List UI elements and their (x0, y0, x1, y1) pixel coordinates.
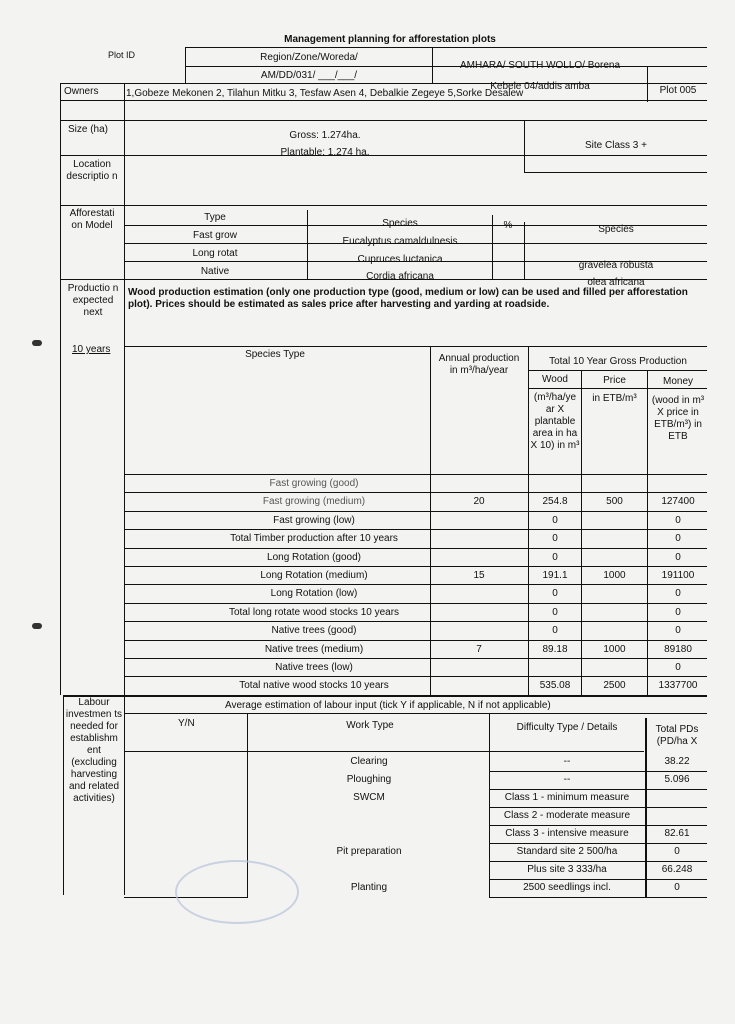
col-wood: Wood (542, 374, 568, 385)
production-row-price: 1000 (603, 644, 626, 655)
production-row-name: Native trees (medium) (264, 644, 364, 655)
plot-code: AM/DD/031/ ___/___/ (260, 70, 358, 81)
production-row-annual: 15 (473, 570, 485, 581)
labour-work-type: Clearing (350, 756, 388, 767)
size-label: Size (ha) (68, 124, 109, 135)
col-annual-production: Annual production in m³/ha/year (438, 353, 520, 376)
production-row-wood: 0 (552, 588, 558, 599)
col-yn: Y/N (178, 718, 195, 729)
labour-detail: -- (563, 774, 571, 785)
production-row-price: 500 (606, 496, 623, 507)
labour-total: 66.248 (661, 864, 693, 875)
model-row-species: Cordia africana (366, 271, 434, 282)
model-type-header: Type (204, 212, 226, 223)
production-row-price: 1000 (603, 570, 626, 581)
site-class: Site Class 3 + (585, 140, 647, 151)
col-total-production: Total 10 Year Gross Production (549, 356, 687, 367)
model-row-species: Eucalyptus camaldulnesis (342, 236, 458, 247)
labour-work-type: Ploughing (346, 774, 392, 785)
model-row-species2: olea africana (587, 277, 645, 288)
production-row-name: Long Rotation (low) (270, 588, 358, 599)
col-total-pds: Total PDs (PD/ha X (655, 724, 699, 747)
labour-detail: Class 3 - intensive measure (505, 828, 629, 839)
col-money-sub: (wood in m³ X price in ETB/m³) in ETB (651, 395, 705, 442)
production-row-name: Total native wood stocks 10 years (239, 680, 389, 691)
model-label: Afforestati on Model (69, 208, 115, 231)
production-row-wood: 0 (552, 552, 558, 563)
production-label: Productio n expected next (67, 283, 119, 318)
binder-hole-bottom (32, 623, 42, 629)
production-row-money: 191100 (661, 570, 695, 581)
production-row-money: 0 (675, 662, 681, 673)
labour-detail: Class 2 - moderate measure (503, 810, 631, 821)
region-value: AMHARA/ SOUTH WOLLO/ Borena (459, 60, 621, 71)
gross-area: Gross: 1.274ha. (289, 130, 361, 141)
production-row-wood: 0 (552, 625, 558, 636)
binder-hole-top (32, 340, 42, 346)
labour-total: 0 (674, 846, 680, 857)
col-difficulty: Difficulty Type / Details (516, 722, 618, 733)
production-row-name: Total long rotate wood stocks 10 years (228, 607, 400, 618)
model-percent-header: % (503, 220, 513, 231)
owners-label: Owners (64, 86, 99, 97)
production-row-wood: 0 (552, 533, 558, 544)
model-row-type: Fast grow (193, 230, 237, 241)
plantable-area: Plantable: 1.274 ha. (280, 147, 370, 158)
model-species-header: Species (382, 218, 418, 229)
labour-label: Labour investmen ts needed for establishm ent (excluding harvesting and related activities) (65, 697, 123, 804)
stamp-imprint (175, 860, 299, 924)
labour-total: 82.61 (664, 828, 690, 839)
production-row-annual: 20 (473, 496, 485, 507)
production-row-wood: 89.18 (542, 644, 568, 655)
production-row-name: Native trees (good) (271, 625, 357, 636)
region-label: Region/Zone/Woreda/ (260, 52, 358, 63)
plot-id-label: Plot ID (108, 50, 136, 60)
production-row-money: 89180 (664, 644, 692, 655)
labour-total: 5.096 (664, 774, 690, 785)
production-row-money: 0 (675, 607, 681, 618)
production-row-name: Fast growing (medium) (262, 496, 366, 507)
model-row-species2: gravelea robusta (578, 260, 654, 271)
production-row-money: 0 (675, 588, 681, 599)
form-title: Management planning for afforestation plots (284, 34, 496, 45)
production-row-wood: 254.8 (542, 496, 568, 507)
production-row-money: 0 (675, 625, 681, 636)
production-row-money: 0 (675, 515, 681, 526)
production-row-money: 0 (675, 533, 681, 544)
production-row-wood: 0 (552, 607, 558, 618)
col-price: Price (603, 375, 626, 386)
production-row-name: Long Rotation (good) (267, 552, 361, 563)
production-row-money: 127400 (661, 496, 695, 507)
labour-detail: Plus site 3 333/ha (527, 864, 607, 875)
plot-number: Plot 005 (659, 85, 697, 96)
production-row-wood: 535.08 (539, 680, 571, 691)
production-years: 10 years (72, 344, 111, 355)
labour-work-type: SWCM (353, 792, 385, 803)
production-note: Wood production estimation (only one production type (good, medium or low) can be used and filled per afforestation plot). Prices should be estimated as sales price after harvesting and yarding at roadside. (128, 287, 688, 310)
model-species2-header: Species (598, 224, 634, 235)
col-price-sub: in ETB/m³ (592, 393, 637, 404)
model-row-type: Native (200, 266, 230, 277)
production-row-wood: 0 (552, 515, 558, 526)
model-row-species: Cupruces luctanica (357, 254, 443, 265)
col-wood-sub: (m³/ha/ye ar X plantable area in ha X 10) in m³ (530, 392, 580, 451)
production-row-name: Fast growing (low) (273, 515, 355, 526)
production-row-annual: 7 (476, 644, 482, 655)
labour-detail: 2500 seedlings incl. (523, 882, 611, 893)
col-species-type: Species Type (245, 349, 305, 360)
production-row-money: 1337700 (658, 680, 698, 691)
labour-total: 38.22 (664, 756, 690, 767)
col-work-type: Work Type (346, 720, 394, 731)
production-row-name: Fast growing (good) (269, 478, 359, 489)
labour-note: Average estimation of labour input (tick Y if applicable, N if not applicable) (225, 700, 551, 711)
production-row-price: 2500 (603, 680, 626, 691)
labour-detail: -- (563, 756, 571, 767)
production-row-name: Total Timber production after 10 years (230, 533, 398, 544)
labour-detail: Class 1 - minimum measure (504, 792, 630, 803)
owners-value: 1,Gobeze Mekonen 2, Tilahun Mitku 3, Tesfaw Asen 4, Debalkie Zegeye 5,Sorke Desalew (126, 88, 524, 99)
labour-work-type: Planting (350, 882, 388, 893)
kebele: Kebele 04/addis amba (490, 81, 590, 92)
production-row-wood: 191.1 (542, 570, 568, 581)
labour-work-type: Pit preparation (336, 846, 402, 857)
labour-total: 0 (674, 882, 680, 893)
production-row-money: 0 (675, 552, 681, 563)
model-row-type: Long rotat (192, 248, 238, 259)
production-row-name: Native trees (low) (275, 662, 353, 673)
labour-detail: Standard site 2 500/ha (516, 846, 618, 857)
col-money: Money (662, 376, 693, 387)
production-row-name: Long Rotation (medium) (260, 570, 368, 581)
location-label: Location descriptio n (66, 159, 118, 182)
